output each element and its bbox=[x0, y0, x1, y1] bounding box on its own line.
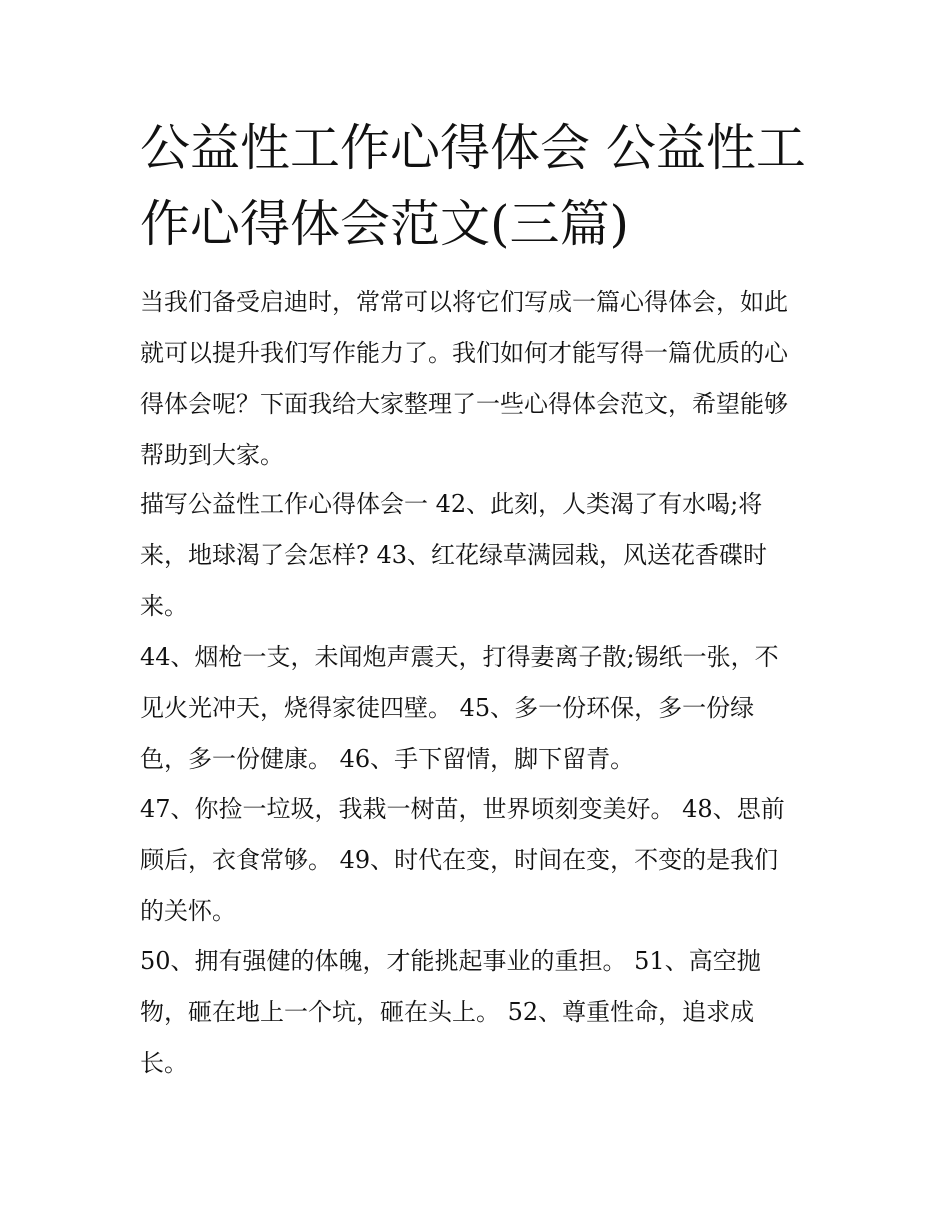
text-line: 44、烟枪一支，未闻炮声震天，打得妻离子散;锡纸一张，不 bbox=[140, 643, 779, 671]
title-line: 作心得体会范文(三篇) bbox=[140, 195, 630, 253]
text-line: 色，多一份健康。 46、手下留情，脚下留青。 bbox=[140, 745, 635, 773]
text-line: 50、拥有强健的体魄，才能挑起事业的重担。 51、高空抛 bbox=[140, 947, 761, 975]
text-line: 见火光冲天，烧得家徒四壁。 45、多一份环保，多一份绿 bbox=[140, 694, 755, 722]
text-line: 当我们备受启迪时，常常可以将它们写成一篇心得体会，如此 bbox=[140, 288, 788, 316]
slogan-paragraph bbox=[140, 784, 820, 937]
text-line: 长。 bbox=[140, 1049, 188, 1077]
slogan-paragraph bbox=[140, 936, 820, 1089]
text-line: 得体会呢？下面我给大家整理了一些心得体会范文，希望能够 bbox=[140, 390, 788, 418]
title-line: 公益性工作心得体会 公益性工 bbox=[140, 119, 806, 177]
text-line: 47、你捡一垃圾，我栽一树苗，世界顷刻变美好。 48、思前 bbox=[140, 795, 785, 823]
document-title bbox=[140, 110, 820, 262]
text-line: 顾后，衣食常够。 49、时代在变，时间在变，不变的是我们 bbox=[140, 846, 779, 874]
text-line: 描写公益性工作心得体会一 42、此刻，人类渴了有水喝;将 bbox=[140, 490, 763, 518]
text-line: 的关怀。 bbox=[140, 897, 236, 925]
text-line: 物，砸在地上一个坑，砸在头上。 52、尊重性命，追求成 bbox=[140, 998, 755, 1026]
slogan-paragraph bbox=[140, 632, 820, 785]
text-line: 就可以提升我们写作能力了。我们如何才能写得一篇优质的心 bbox=[140, 339, 788, 367]
slogan-paragraph bbox=[140, 479, 820, 632]
intro-paragraph bbox=[140, 277, 820, 481]
text-line: 帮助到大家。 bbox=[140, 441, 284, 469]
text-line: 来。 bbox=[140, 592, 188, 620]
text-line: 来，地球渴了会怎样? 43、红花绿草满园栽，风送花香碟时 bbox=[140, 541, 768, 569]
